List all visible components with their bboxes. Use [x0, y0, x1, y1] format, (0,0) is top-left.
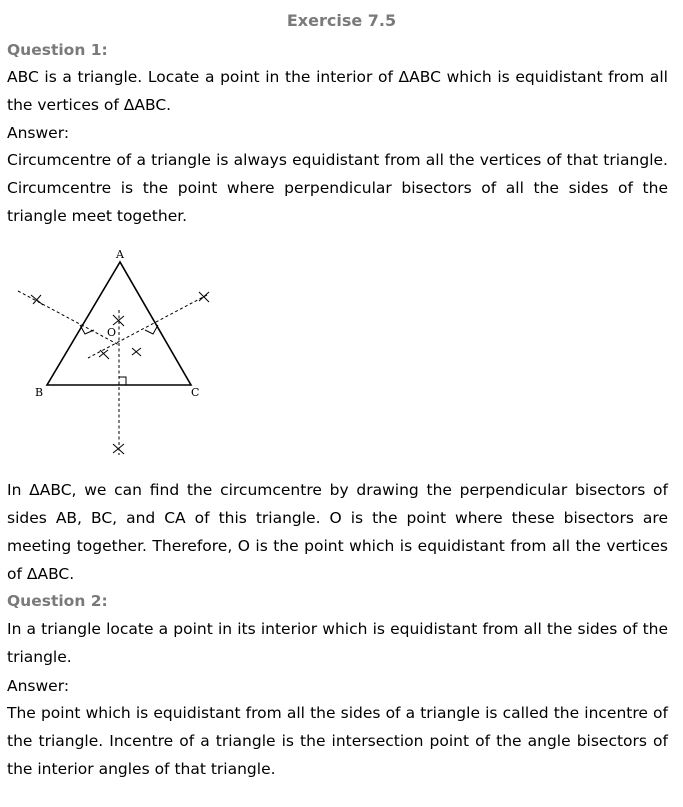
circumcentre-figure — [10, 240, 220, 465]
answer-2-label: Answer: — [7, 677, 70, 695]
answer-1-text: Circumcentre of a triangle is always equidistant from all the vertices of that triangle. Circumcentre is the point where perpendicular bisectors of all the sides of the triangle meet together. — [7, 151, 668, 225]
label-a: A — [116, 248, 124, 261]
answer-2-text: The point which is equidistant from all the sides of a triangle is called the incentre of the triangle. Incentre of a triangle is the intersection point of the angle bisectors of the interior angles of that triangle. — [7, 704, 668, 778]
answer-1-label: Answer: — [7, 124, 70, 142]
question-1-heading: Question 1: — [7, 41, 108, 59]
right-angle-bc — [119, 377, 126, 385]
bisector-ac — [88, 295, 207, 358]
answer-1-explanation: In ΔABC, we can find the circumcentre by drawing the perpendicular bisectors of sides AB, BC, and CA of this triangle. O is the point where these bisectors are meeting together. Therefore, O is the point which is equidistant from all the vertices of ΔABC. — [7, 481, 668, 583]
question-1-text: ABC is a triangle. Locate a point in the interior of ΔABC which is equidistant from all the vertices of ΔABC. — [7, 68, 668, 114]
label-c: C — [191, 386, 200, 399]
bisector-ab — [18, 291, 119, 345]
label-b: B — [35, 386, 44, 399]
question-2-text: In a triangle locate a point in its interior which is equidistant from all the sides of the triangle. — [7, 620, 668, 666]
exercise-title: Exercise 7.5 — [286, 11, 397, 30]
question-2-heading: Question 2: — [7, 592, 108, 610]
label-o: O — [107, 326, 117, 339]
arc-marks — [31, 292, 209, 454]
